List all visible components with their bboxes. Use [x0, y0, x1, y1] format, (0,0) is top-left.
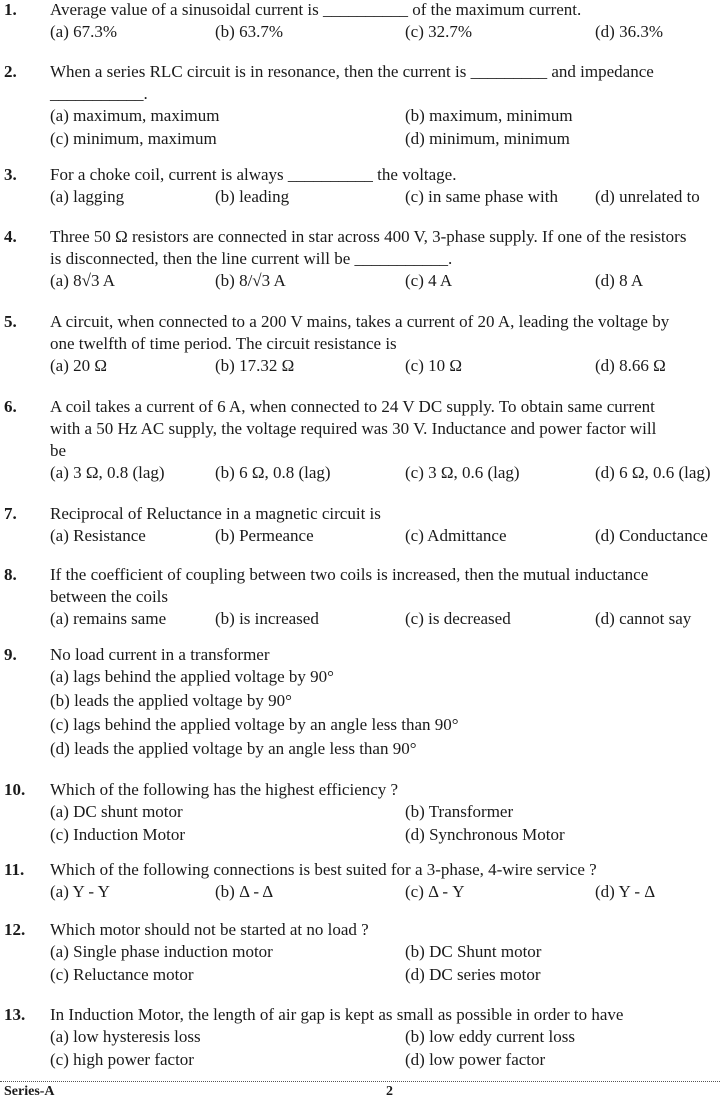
answer-option: (d) leads the applied voltage by an angle less than 90° — [50, 739, 417, 758]
answer-option: (a) remains same — [50, 609, 167, 628]
answer-option: (d) 36.3% — [595, 22, 663, 41]
question-number: 3. — [4, 165, 17, 184]
answer-option: (d) low power factor — [405, 1050, 546, 1069]
answer-option: (d) unrelated to — [595, 187, 700, 206]
question-text: be — [50, 441, 67, 460]
answer-option: (a) lagging — [50, 187, 125, 206]
answer-option: (b) leads the applied voltage by 90° — [50, 691, 292, 710]
answer-option: (c) 32.7% — [405, 22, 473, 41]
answer-option: (c) Admittance — [405, 526, 507, 545]
question-text: When a series RLC circuit is in resonance, then the current is _________ and impedance — [50, 62, 654, 81]
answer-option: (a) 20 Ω — [50, 356, 108, 375]
answer-option: (b) 6 Ω, 0.8 (lag) — [215, 463, 331, 482]
answer-option: (c) Reluctance motor — [50, 965, 194, 984]
answer-option: (d) cannot say — [595, 609, 692, 628]
series-label: Series-A — [4, 1084, 55, 1099]
answer-option: (b) leading — [215, 187, 290, 206]
answer-option: (c) in same phase with — [405, 187, 558, 206]
answer-option: (b) 63.7% — [215, 22, 283, 41]
answer-option: (b) Transformer — [405, 802, 514, 821]
answer-option: (a) 3 Ω, 0.8 (lag) — [50, 463, 165, 482]
answer-option: (d) Synchronous Motor — [405, 825, 565, 844]
question-number: 2. — [4, 62, 17, 81]
question-number: 1. — [4, 0, 17, 19]
answer-option: (a) low hysteresis loss — [50, 1027, 201, 1046]
answer-option: (a) Single phase induction motor — [50, 942, 273, 961]
question-number: 9. — [4, 645, 17, 664]
answer-option: (a) maximum, maximum — [50, 106, 220, 125]
question-text: one twelfth of time period. The circuit resistance is — [50, 334, 397, 353]
answer-option: (a) Y - Y — [50, 882, 110, 901]
answer-option: (c) 3 Ω, 0.6 (lag) — [405, 463, 520, 482]
question-text: Which motor should not be started at no load ? — [50, 920, 369, 939]
answer-option: (d) DC series motor — [405, 965, 541, 984]
answer-option: (b) DC Shunt motor — [405, 942, 542, 961]
answer-option: (b) maximum, minimum — [405, 106, 573, 125]
answer-option: (a) 8√3 A — [50, 271, 116, 290]
answer-option: (a) DC shunt motor — [50, 802, 183, 821]
answer-option: (d) Y - Δ — [595, 882, 656, 901]
question-number: 7. — [4, 504, 17, 523]
question-text: In Induction Motor, the length of air gap is kept as small as possible in order to have — [50, 1005, 624, 1024]
question-text: A circuit, when connected to a 200 V mains, takes a current of 20 A, leading the voltage by — [50, 312, 670, 331]
answer-option: (a) 67.3% — [50, 22, 118, 41]
question-text: between the coils — [50, 587, 169, 606]
question-text: Average value of a sinusoidal current is __________ of the maximum current. — [50, 0, 582, 19]
question-number: 8. — [4, 565, 17, 584]
question-text: If the coefficient of coupling between two coils is increased, then the mutual inductance — [50, 565, 649, 584]
question-text: with a 50 Hz AC supply, the voltage required was 30 V. Inductance and power factor will — [50, 419, 657, 438]
question-text: For a choke coil, current is always __________ the voltage. — [50, 165, 457, 184]
answer-option: (d) Conductance — [595, 526, 708, 545]
question-number: 10. — [4, 780, 26, 799]
question-text: Which of the following has the highest efficiency ? — [50, 780, 399, 799]
question-text: Which of the following connections is best suited for a 3-phase, 4-wire service ? — [50, 860, 597, 879]
answer-option: (b) 8/√3 A — [215, 271, 286, 290]
answer-option: (c) Δ - Y — [405, 882, 465, 901]
question-text: Reciprocal of Reluctance in a magnetic circuit is — [50, 504, 381, 523]
answer-option: (d) 6 Ω, 0.6 (lag) — [595, 463, 711, 482]
footer-divider — [0, 1081, 720, 1082]
answer-option: (d) 8 A — [595, 271, 644, 290]
question-text: is disconnected, then the line current will be ___________. — [50, 249, 453, 268]
question-text: ___________. — [50, 84, 148, 103]
answer-option: (b) 17.32 Ω — [215, 356, 295, 375]
answer-option: (c) is decreased — [405, 609, 511, 628]
question-text: Three 50 Ω resistors are connected in star across 400 V, 3-phase supply. If one of the resistors — [50, 227, 687, 246]
answer-option: (d) 8.66 Ω — [595, 356, 666, 375]
answer-option: (c) lags behind the applied voltage by an angle less than 90° — [50, 715, 459, 734]
question-number: 5. — [4, 312, 17, 331]
answer-option: (a) Resistance — [50, 526, 146, 545]
answer-option: (b) is increased — [215, 609, 319, 628]
answer-option: (a) lags behind the applied voltage by 90° — [50, 667, 334, 686]
question-number: 12. — [4, 920, 26, 939]
question-text: No load current in a transformer — [50, 645, 270, 664]
question-number: 13. — [4, 1005, 26, 1024]
answer-option: (c) 10 Ω — [405, 356, 463, 375]
page-number: 2 — [386, 1084, 393, 1099]
answer-option: (d) minimum, minimum — [405, 129, 570, 148]
answer-option: (b) low eddy current loss — [405, 1027, 575, 1046]
answer-option: (c) Induction Motor — [50, 825, 186, 844]
answer-option: (b) Δ - Δ — [215, 882, 274, 901]
question-number: 11. — [4, 860, 25, 879]
answer-option: (b) Permeance — [215, 526, 314, 545]
answer-option: (c) 4 A — [405, 271, 453, 290]
question-text: A coil takes a current of 6 A, when connected to 24 V DC supply. To obtain same current — [50, 397, 655, 416]
answer-option: (c) high power factor — [50, 1050, 194, 1069]
answer-option: (c) minimum, maximum — [50, 129, 217, 148]
question-number: 6. — [4, 397, 17, 416]
question-number: 4. — [4, 227, 17, 246]
